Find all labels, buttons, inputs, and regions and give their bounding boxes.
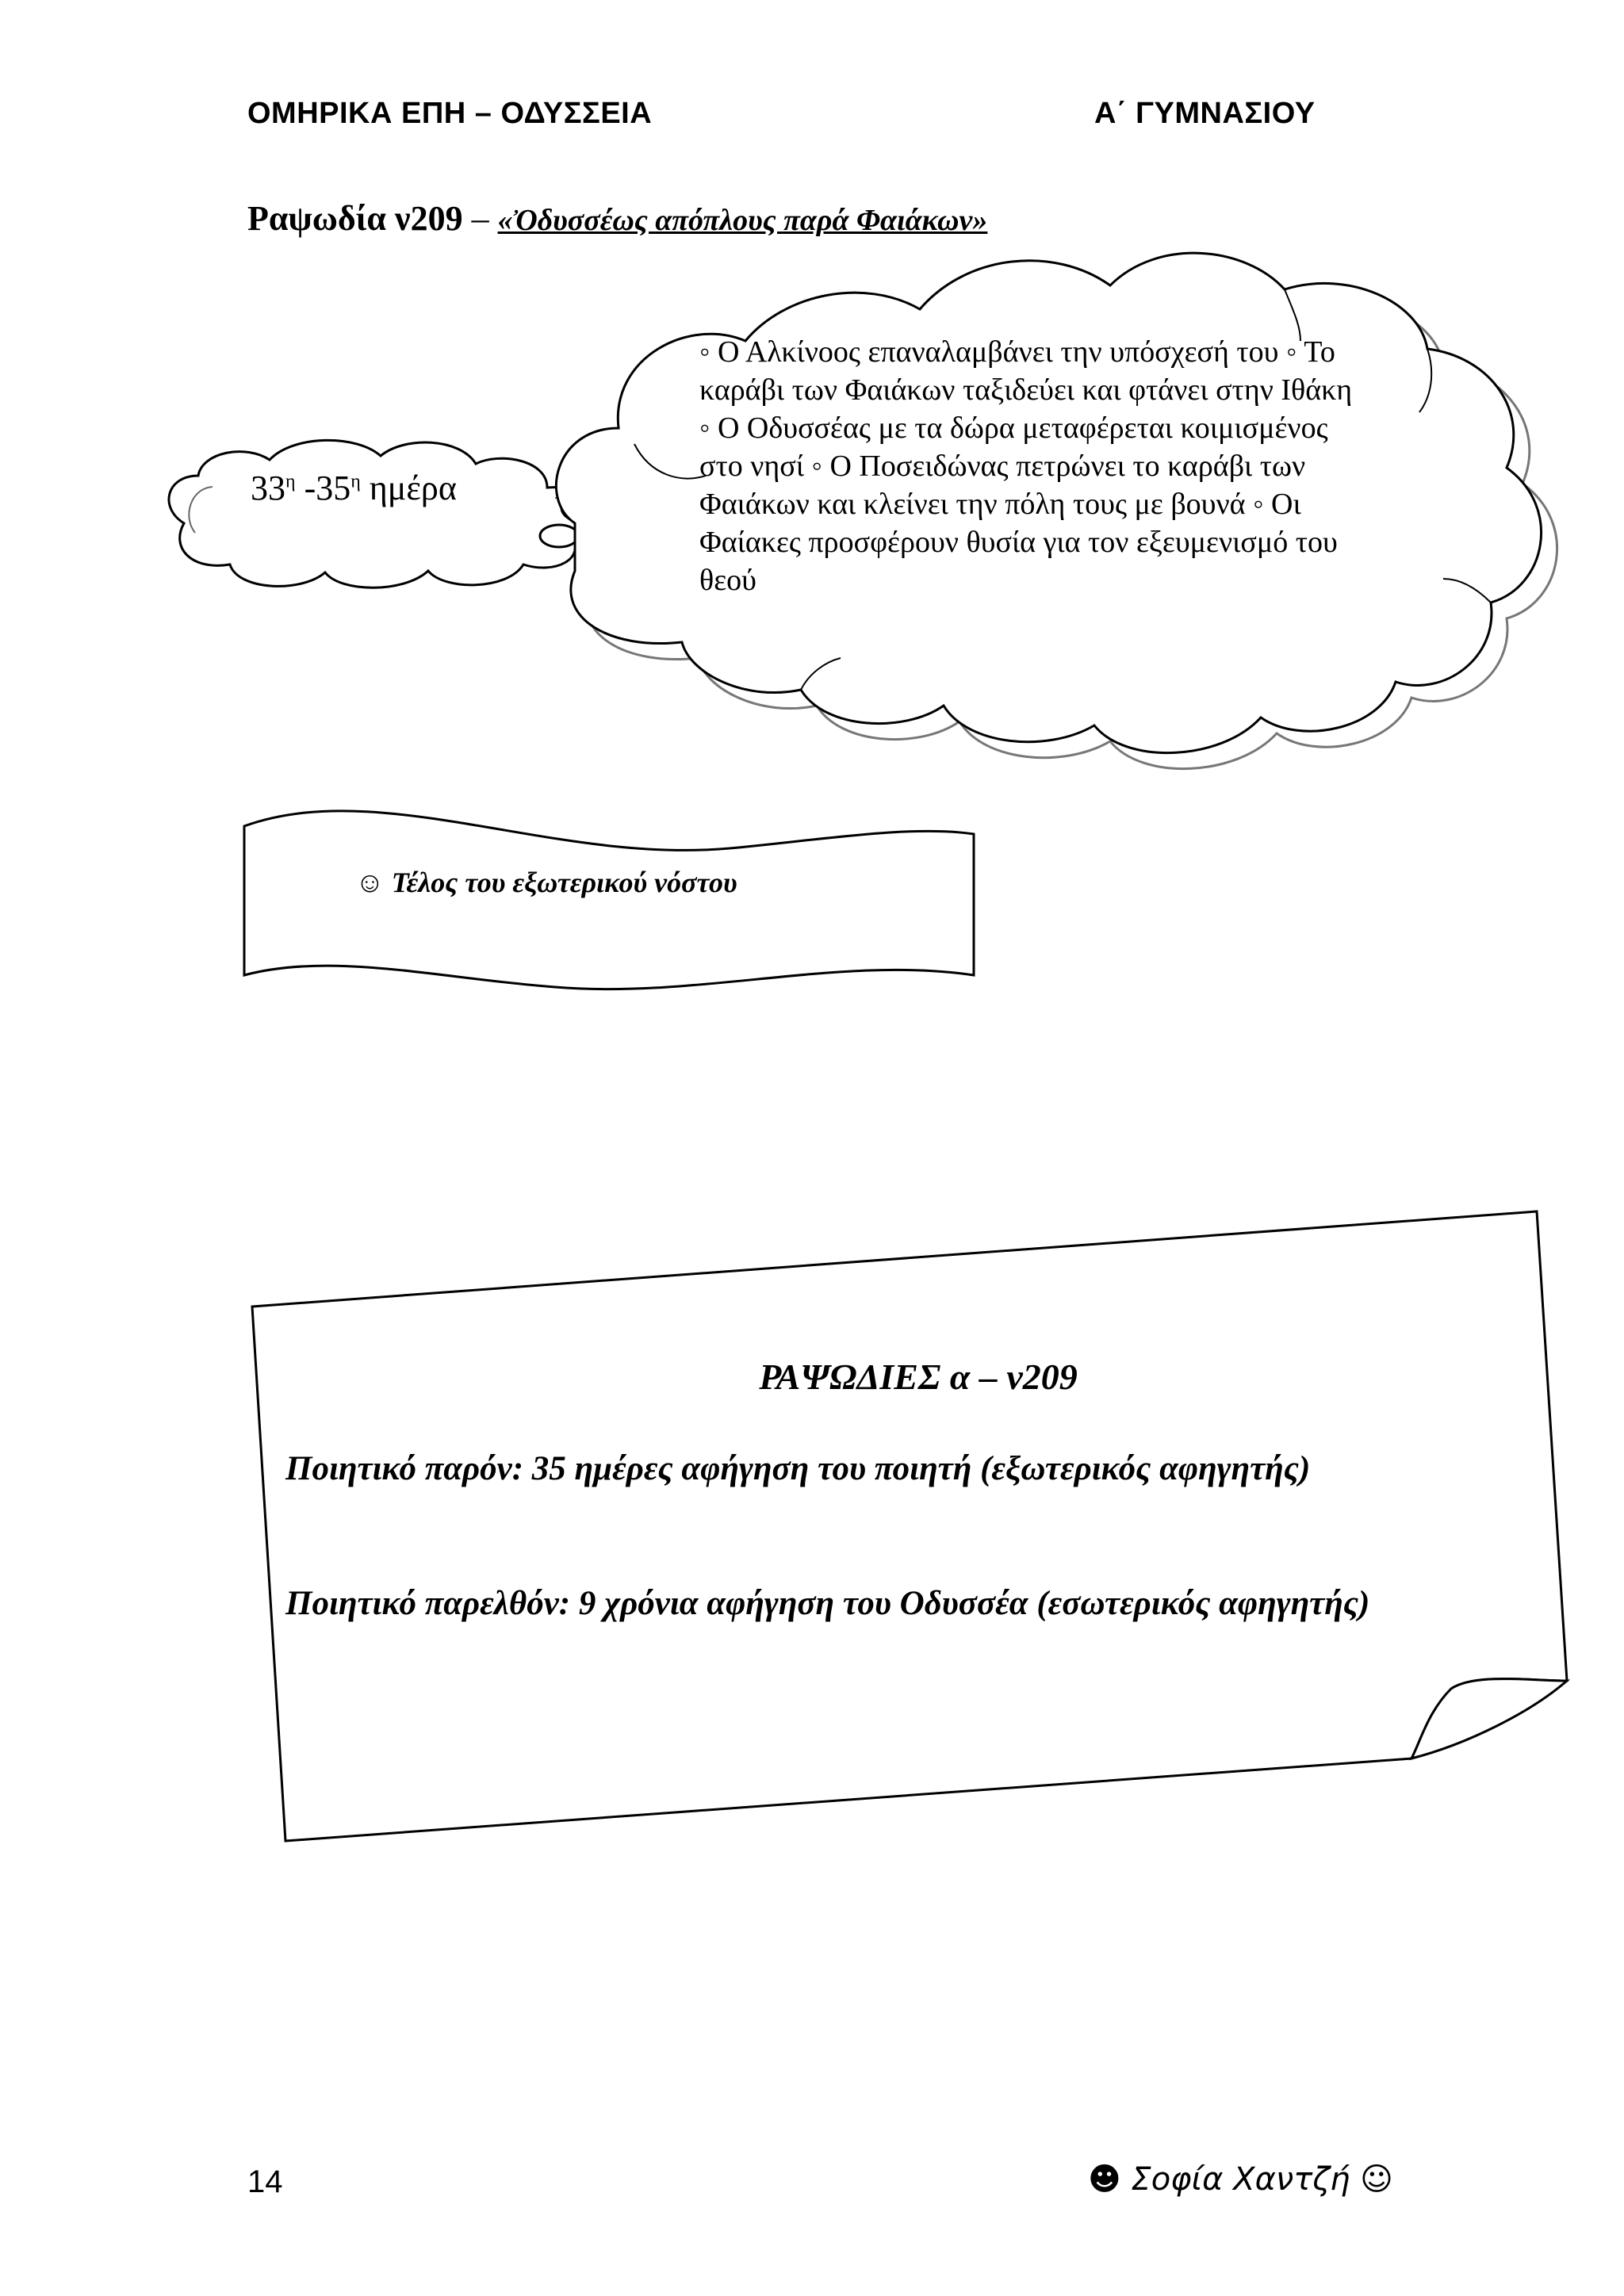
day-end-suffix: η — [350, 471, 361, 492]
note-poetic-past: Ποιητικό παρελθόν: 9 χρόνια αφήγηση του Οδυσσέα (εσωτερικός αφηγητής) — [285, 1585, 1370, 1622]
small-day-cloud — [169, 440, 596, 587]
day-word: ημέρα — [360, 469, 457, 507]
note-title: ΡΑΨΩΔΙΕΣ α – ν209 — [759, 1357, 1078, 1397]
header-grade: Α΄ ΓΥΜΝΑΣΙΟΥ — [1094, 97, 1316, 130]
folded-note — [252, 1211, 1567, 1841]
day-end: -35 — [295, 469, 351, 507]
banner-ribbon — [244, 811, 974, 989]
rhapsody-subtitle: «Ὀδυσσέως απόπλους παρά Φαιάκων» — [497, 204, 988, 237]
banner-label: ☺ Τέλος του εξωτερικού νόστου — [355, 867, 737, 898]
day-range-label — [251, 468, 457, 508]
header-subject: ΟΜΗΡΙΚΑ ΕΠΗ – ΟΔΥΣΣΕΙΑ — [247, 97, 653, 130]
rhapsody-name: Ραψωδία ν209 — [247, 199, 463, 238]
day-start-suffix: η — [285, 471, 296, 492]
page-number: 14 — [247, 2164, 283, 2199]
author-signature: ☻ Σοφία Χαντζή ☺ — [1088, 2161, 1393, 2198]
note-poetic-present: Ποιητικό παρόν: 35 ημέρες αφήγηση του ποιητή (εξωτερικός αφηγητής) — [285, 1450, 1311, 1487]
day-start: 33 — [251, 469, 285, 507]
title-dash: – — [462, 199, 498, 238]
events-summary: ◦ Ο Αλκίνοος επαναλαμβάνει την υπόσχεσή του ◦ Το καράβι των Φαιάκων ταξιδεύει και φτάνει στην Ιθάκη ◦ Ο Οδυσσέας με τα δώρα μεταφέρεται κοιμισμένος στο νησί ◦ Ο Ποσειδώνας πετρώνει το καράβι των Φαιάκων και κλείνει την πόλη τους με βουνά ◦ Οι Φαίακες προσφέρουν θυσία για τον εξευμενισμό του θεού — [699, 335, 1353, 597]
